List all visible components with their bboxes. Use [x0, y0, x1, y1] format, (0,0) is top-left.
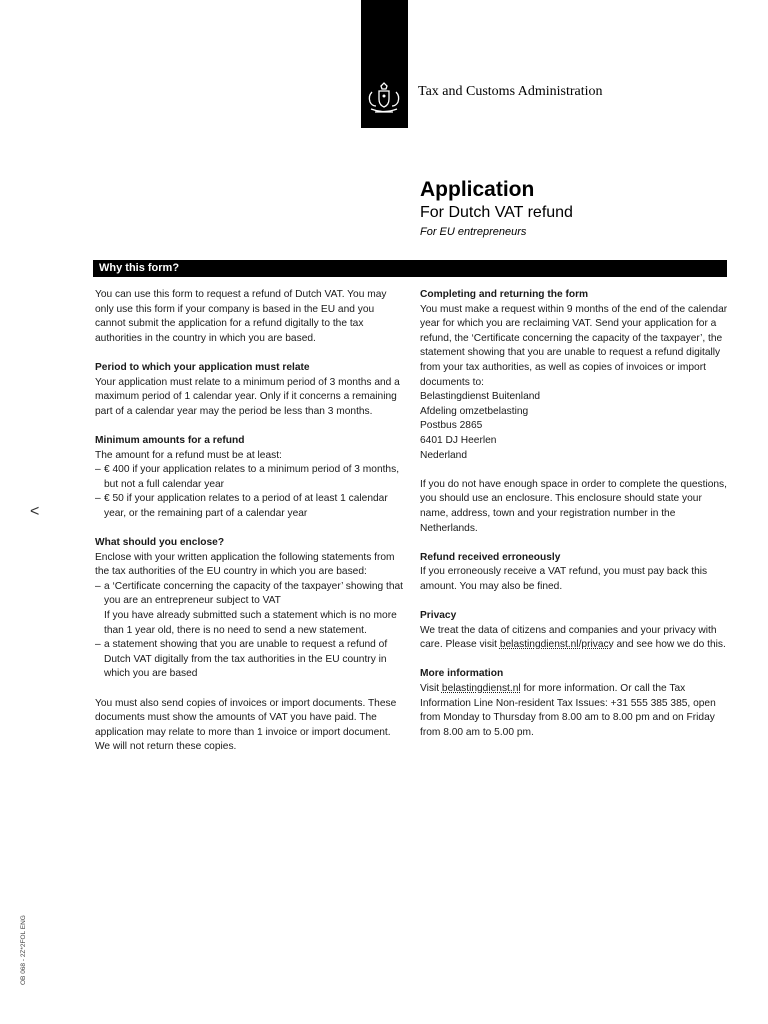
info-text	[420, 682, 730, 740]
list-item: – € 50 if your application relates to a period of at least 1 calendar year, or the remaining part of a calendar year	[95, 492, 405, 521]
privacy-text	[420, 624, 730, 653]
address-line: Belastingdienst Buitenland	[420, 391, 541, 403]
privacy-text-end: and see how we do this.	[613, 639, 726, 651]
info-heading: More information	[420, 668, 504, 680]
minimum-item-2: € 50 if your application relates to a period of at least 1 calendar year, or the remaining part of a calendar year	[104, 493, 388, 519]
address-line: Nederland	[420, 449, 468, 461]
info-section	[420, 667, 730, 740]
privacy-link[interactable]: belastingdienst.nl/privacy	[499, 639, 614, 651]
intro-text: You can use this form to request a refund of Dutch VAT. You may only use this form if your company is based in the EU and you cannot submit the application for a refund digitally to the tax authorities in the country in which you are based.	[95, 289, 387, 344]
page-subtitle: For Dutch VAT refund	[420, 204, 573, 221]
period-section	[95, 361, 405, 419]
section-header	[93, 260, 727, 277]
chevron-left-icon: <	[30, 503, 40, 520]
info-text-start: Visit	[420, 683, 442, 695]
enclose-heading: What should you enclose?	[95, 537, 225, 549]
page-audience: For EU entrepreneurs	[420, 226, 527, 238]
logo-block	[361, 0, 408, 128]
privacy-section	[420, 609, 730, 653]
period-heading: Period to which your application must relate	[95, 361, 310, 373]
period-text: Your application must relate to a minimum period of 3 months and a maximum period of 1 calendar year. Only if it concerns a remaining part of a calendar year may the period be less than 3 months.	[95, 376, 400, 417]
minimum-text: The amount for a refund must be at least:	[95, 449, 282, 461]
completing-text: You must make a request within 9 months of the end of the calendar year for which you are reclaiming VAT. Send your application for a refund, the ‘Certificate concerning the capacity of the taxpayer’, the statement showing that you are unable to request a refund digitally from your tax authorities, as well as copies of invoices or import documents to:	[420, 303, 728, 388]
list-item: – € 400 if your application relates to a minimum period of 3 months, but not a full calendar year	[95, 463, 405, 492]
enclosure-text: If you do not have enough space in order to complete the questions, you should use an enclosure. This enclosure should state your name, address, town and your registration number in the Netherlands.	[420, 478, 727, 534]
address-line: Afdeling omzetbelasting	[420, 405, 529, 417]
refund-section	[420, 551, 730, 595]
address-line: Postbus 2865	[420, 420, 483, 432]
address-line: 6401 DJ Heerlen	[420, 434, 497, 446]
minimum-heading: Minimum amounts for a refund	[95, 434, 245, 446]
page-title: Application	[420, 178, 535, 201]
website-link[interactable]: belastingdienst.nl	[441, 683, 521, 695]
enclose-section	[95, 536, 405, 682]
list-item: – a ‘Certificate concerning the capacity of the taxpayer’ showing that you are an entrepreneur subject to VAT If you have already submitted such a statement which is no more than 1 year old, there is no need to send a new statement.	[95, 580, 403, 636]
invoices-text: You must also send copies of invoices or import documents. These documents must show the amounts of VAT you have paid. The application may relate to more than 1 invoice or import document. We will not return these copies.	[95, 697, 397, 753]
minimum-item-1: € 400 if your application relates to a minimum period of 3 months, but not a full calendar year	[104, 464, 400, 490]
minimum-section	[95, 434, 405, 522]
agency-name: Tax and Customs Administration	[418, 84, 603, 99]
right-column	[420, 288, 730, 755]
info-text-end: for more information. Or call the Tax Information Line Non-resident Tax Issues: +31 555 385 385, open from Monday to Thursday from 8.00 am to 8.00 pm and on Friday from 8.00 am to 5.00 pm.	[420, 683, 716, 738]
completing-section	[420, 288, 730, 463]
enclose-item-1-note: If you have already submitted such a statement which is no more than 1 year old, there is no need to send a new statement.	[104, 610, 397, 636]
refund-text: If you erroneously receive a VAT refund, you must pay back this amount. You may also be fined.	[420, 566, 708, 592]
section-header-label: Why this form?	[99, 262, 180, 274]
form-code: OB 068 - 2Z*2FOL ENG	[20, 915, 27, 985]
completing-heading: Completing and returning the form	[420, 289, 589, 300]
privacy-heading: Privacy	[420, 610, 457, 622]
privacy-text-start: We treat the data of citizens and companies and your privacy with care. Please visit	[420, 624, 717, 651]
enclose-item-1: a ‘Certificate concerning the capacity of the taxpayer’ showing that you are an entrepreneur subject to VAT	[104, 580, 403, 607]
enclose-item-2: a statement showing that you are unable to request a refund of Dutch VAT digitally from the tax authorities in the EU country in which you are based	[104, 639, 388, 680]
list-item: – a statement showing that you are unable to request a refund of Dutch VAT digitally from the tax authorities in the EU country in which you are based	[95, 638, 405, 682]
title-block	[420, 177, 573, 241]
refund-heading: Refund received erroneously	[420, 551, 561, 563]
royal-coat-of-arms-icon	[365, 82, 403, 116]
left-column	[95, 288, 405, 770]
enclose-text: Enclose with your written application the following statements from the tax authorities of the EU country in which you are based:	[95, 551, 395, 578]
